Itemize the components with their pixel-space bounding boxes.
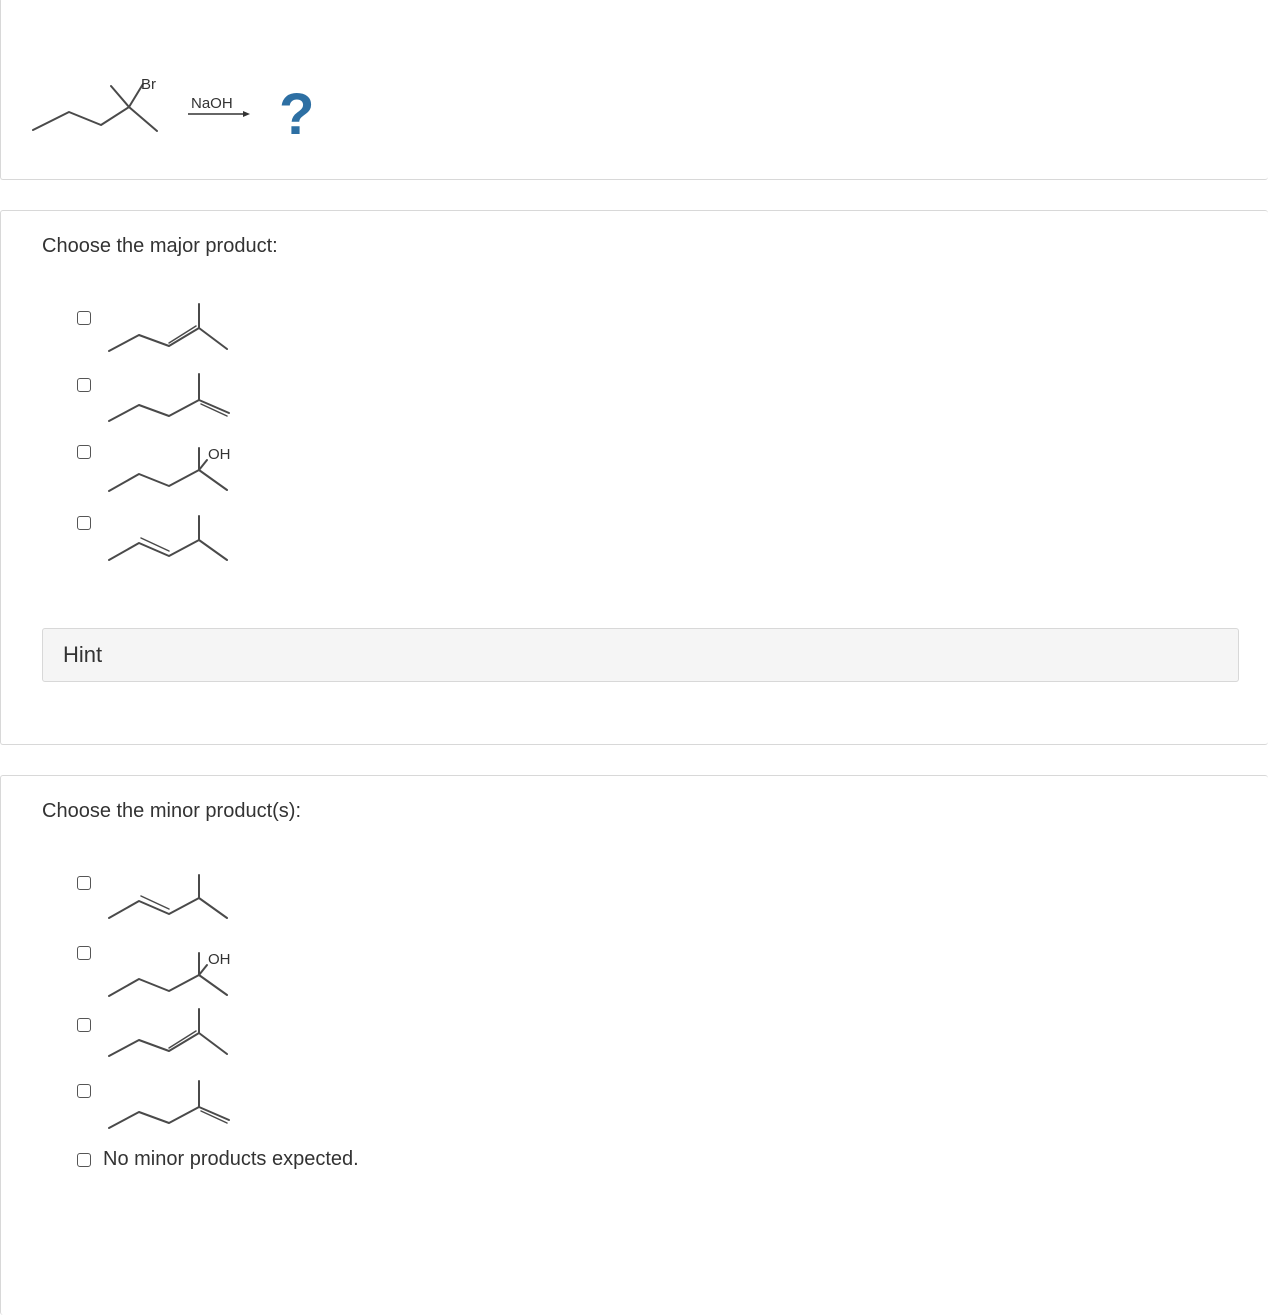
minor-option-4[interactable]: [77, 1078, 247, 1138]
structure-2-methyl-1-pentene: [103, 369, 243, 429]
checkbox[interactable]: [77, 946, 91, 960]
structure-2-methyl-2-pentanol: [103, 436, 243, 496]
checkbox[interactable]: [77, 1084, 91, 1098]
reagent-label: NaOH: [191, 95, 233, 112]
structure-2-methyl-2-pentene: [103, 299, 243, 359]
starting-material-structure: [33, 84, 157, 131]
checkbox[interactable]: [77, 445, 91, 459]
minor-option-1[interactable]: [77, 872, 247, 932]
reaction-arrowhead: [243, 111, 250, 117]
structure-4-methyl-2-pentene: [103, 872, 243, 932]
checkbox[interactable]: [77, 516, 91, 530]
no-minor-products-label: No minor products expected.: [103, 1148, 359, 1170]
checkbox[interactable]: [77, 1153, 91, 1167]
hydroxyl-label: OH: [208, 446, 231, 463]
major-option-3[interactable]: [77, 436, 247, 496]
reaction-scheme: [21, 68, 361, 218]
bromine-label: Br: [141, 76, 156, 93]
checkbox[interactable]: [77, 876, 91, 890]
hint-label: Hint: [63, 642, 103, 667]
reaction-card: [0, 0, 1268, 180]
structure-2-methyl-2-pentene: [103, 1011, 243, 1071]
unknown-product-mark: ?: [279, 82, 315, 147]
hint-button[interactable]: [42, 628, 1239, 682]
major-prompt: Choose the major product:: [42, 235, 278, 257]
structure-4-methyl-2-pentene: [103, 508, 243, 568]
structure-2-methyl-1-pentene: [103, 1078, 243, 1138]
checkbox[interactable]: [77, 311, 91, 325]
structure-2-methyl-2-pentanol: [103, 939, 243, 999]
minor-option-3[interactable]: [77, 1011, 247, 1071]
checkbox[interactable]: [77, 378, 91, 392]
checkbox[interactable]: [77, 1018, 91, 1032]
minor-option-2[interactable]: [77, 939, 247, 999]
minor-product-card: [0, 775, 1268, 1315]
minor-prompt: Choose the minor product(s):: [42, 800, 302, 822]
major-option-2[interactable]: [77, 369, 247, 429]
major-option-1[interactable]: [77, 299, 247, 359]
major-product-card: [0, 210, 1268, 745]
hydroxyl-label: OH: [208, 951, 231, 968]
major-option-4[interactable]: [77, 508, 247, 568]
